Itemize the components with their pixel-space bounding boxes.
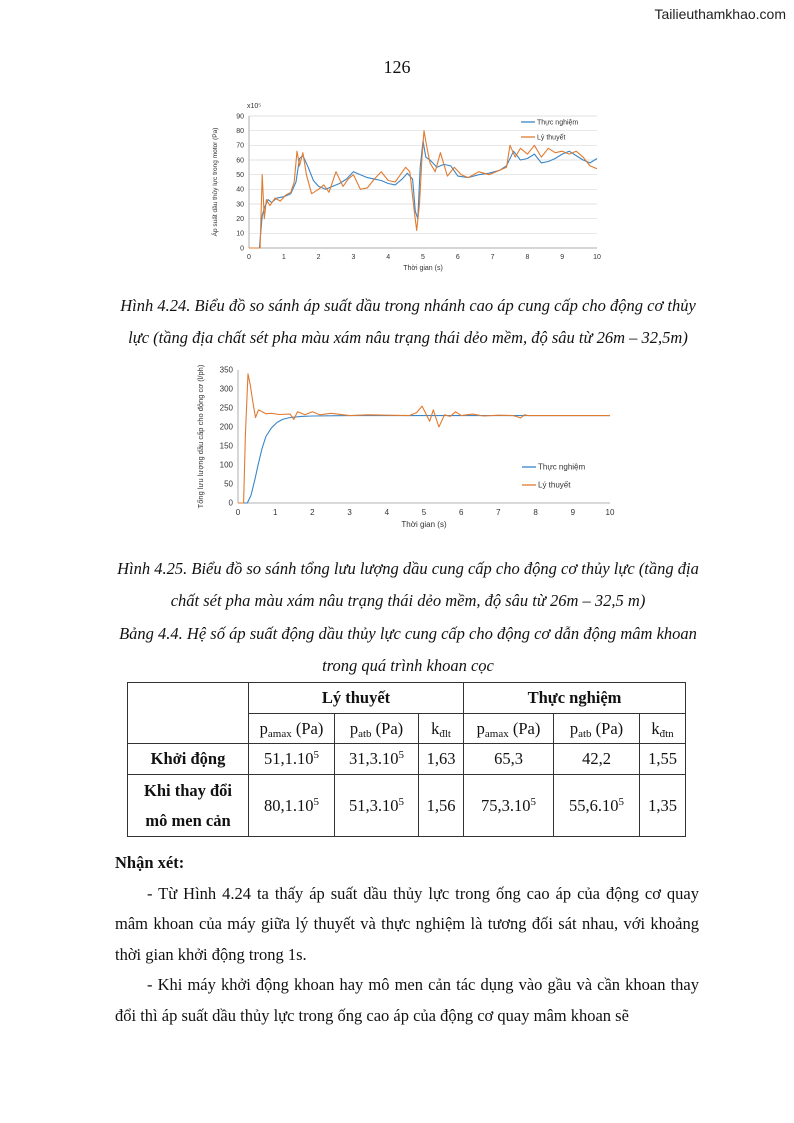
x-tick-label: 8 — [533, 508, 538, 517]
y-tick-label: 90 — [236, 113, 244, 121]
x-tick-label: 10 — [605, 508, 615, 517]
table-cell: 31,3.10$^5$ — [335, 744, 419, 775]
x-tick-label: 4 — [384, 508, 390, 517]
x-tick-label: 8 — [525, 254, 530, 261]
x-tick-label: 2 — [316, 254, 321, 261]
remarks-paragraph-1: - Từ Hình 4.24 ta thấy áp suất dầu thủy lực trong ống cao áp của động cơ quay mâm khoan của máy giữa lý thuyết và thực nghiệm là tương đối sát nhau, với khoảng thời gian khởi động trong 1s. — [115, 883, 699, 964]
y-tick-label: 80 — [236, 128, 244, 135]
x-tick-label: 7 — [496, 508, 501, 517]
table-cell: 1,55 — [640, 744, 686, 775]
row-label-torque-change: Khi thay đổi mô men cản — [128, 775, 249, 837]
x-tick-label: 7 — [490, 254, 495, 261]
y-tick-label: 200 — [219, 422, 233, 432]
x-tick-label: 5 — [421, 508, 427, 517]
y-axis-title: Tổng lưu lượng dầu cấp cho động cơ (l/ph) — [196, 364, 205, 509]
table-cell: 51,3.10$^5$ — [335, 775, 419, 837]
y-tick-label: 50 — [224, 479, 233, 489]
watermark: Tailieuthamkhao.com — [654, 6, 786, 22]
x-tick-label: 2 — [310, 508, 315, 517]
table-cell: 1,56 — [419, 775, 464, 837]
y-tick-label: 10 — [236, 230, 244, 238]
remarks-title: Nhận xét: — [115, 853, 185, 872]
experiment-group-header: Thực nghiệm — [464, 683, 686, 714]
y-tick-label: 70 — [236, 142, 244, 150]
table-cell: 55,6.10$^5$ — [554, 775, 640, 837]
x-tick-label: 9 — [560, 254, 565, 261]
remarks-paragraph-2: - Khi máy khởi động khoan hay mô men cản tác dụng vào gầu và cần khoan thay đổi thì áp suất dầu thủy lực trong ống cao áp của động cơ quay mâm khoan sẽ — [115, 975, 699, 1025]
y-tick-label: 40 — [236, 186, 244, 194]
table-cell: 1,63 — [419, 744, 464, 775]
figure-4-24-caption: Hình 4.24. Biểu đồ so sánh áp suất dầu trong nhánh cao áp cung cấp cho động cơ thủy lực (tầng địa chất sét pha màu xám nâu trạng thái dẻo mềm, độ sâu từ 26m – 32,5m) — [120, 296, 696, 347]
figure-4-25-caption: Hình 4.25. Biểu đồ so sánh tổng lưu lượng dầu cung cấp cho động cơ thủy lực (tầng địa chất sét pha màu xám nâu trạng thái dẻo mềm, độ sâu từ 26m – 32,5 m) — [117, 559, 699, 610]
table-corner-cell — [128, 683, 249, 744]
y-tick-label: 0 — [240, 245, 244, 253]
pressure-chart — [203, 98, 603, 278]
theory-pamax-header: $p_{amax}$ (Pa) — [249, 714, 335, 744]
x-tick-label: 4 — [386, 254, 391, 261]
theory-k-header: $k_{đlt}$ — [419, 714, 464, 744]
x-tick-label: 5 — [421, 254, 425, 261]
table-cell: 80,1.10$^5$ — [249, 775, 335, 837]
experiment-patb-header: $p_{atb}$ (Pa) — [554, 714, 640, 744]
series-line-1 — [238, 416, 610, 503]
y-tick-label: 50 — [236, 172, 244, 179]
y-tick-label: 100 — [219, 460, 233, 470]
legend-label: Lý thuyết — [537, 134, 566, 142]
x-tick-label: 3 — [347, 508, 352, 517]
x-tick-label: 6 — [455, 254, 460, 261]
table-row — [128, 775, 686, 837]
x-tick-label: 3 — [351, 254, 356, 261]
table-4-4-caption: Bảng 4.4. Hệ số áp suất động dầu thủy lực cung cấp cho động cơ dẫn động mâm khoan trong quá trình khoan cọc — [119, 624, 697, 675]
row-label-startup: Khởi động — [128, 744, 249, 775]
x-tick-label: 1 — [281, 254, 286, 261]
experiment-pamax-header: $p_{amax}$ (Pa) — [464, 714, 554, 744]
x-tick-label: 0 — [235, 508, 241, 517]
page-number: 126 — [383, 57, 411, 77]
coefficient-table — [127, 682, 686, 837]
x-axis-title: Thời gian (s) — [401, 520, 447, 529]
y-tick-label: 60 — [236, 157, 244, 165]
legend-label: Thực nghiệm — [538, 462, 586, 472]
y-tick-label: 150 — [219, 441, 233, 451]
y-tick-label: 350 — [219, 365, 233, 375]
y-tick-label: 30 — [236, 201, 244, 209]
series-line-1 — [249, 141, 597, 248]
table-cell: 65,3 — [464, 744, 554, 775]
table-cell: 75,3.10$^5$ — [464, 775, 554, 837]
y-tick-label: 20 — [236, 216, 244, 223]
y-tick-label: 300 — [219, 384, 233, 394]
y-tick-label: 250 — [219, 403, 233, 413]
legend-label: Lý thuyết — [538, 480, 571, 490]
y-axis-title: Áp suất dầu thủy lực trong motor (Pa) — [212, 127, 219, 237]
legend-label: Thực nghiệm — [537, 119, 579, 127]
x-tick-label: 1 — [272, 508, 278, 517]
theory-patb-header: $p_{atb}$ (Pa) — [335, 714, 419, 744]
x-tick-label: 10 — [593, 254, 601, 261]
remarks-section — [115, 848, 699, 1031]
y-multiplier-label: x10⁵ — [247, 103, 262, 110]
x-tick-label: 0 — [247, 254, 251, 261]
experiment-k-header: $k_{đtn}$ — [640, 714, 686, 744]
theory-group-header: Lý thuyết — [249, 683, 464, 714]
y-tick-label: 0 — [228, 498, 233, 508]
x-axis-title: Thời gian (s) — [403, 265, 443, 272]
table-row — [128, 744, 686, 775]
table-cell: 51,1.10$^5$ — [249, 744, 335, 775]
table-cell: 1,35 — [640, 775, 686, 837]
x-tick-label: 9 — [570, 508, 576, 517]
flow-chart — [198, 362, 616, 540]
x-tick-label: 6 — [458, 508, 464, 517]
table-cell: 42,2 — [554, 744, 640, 775]
